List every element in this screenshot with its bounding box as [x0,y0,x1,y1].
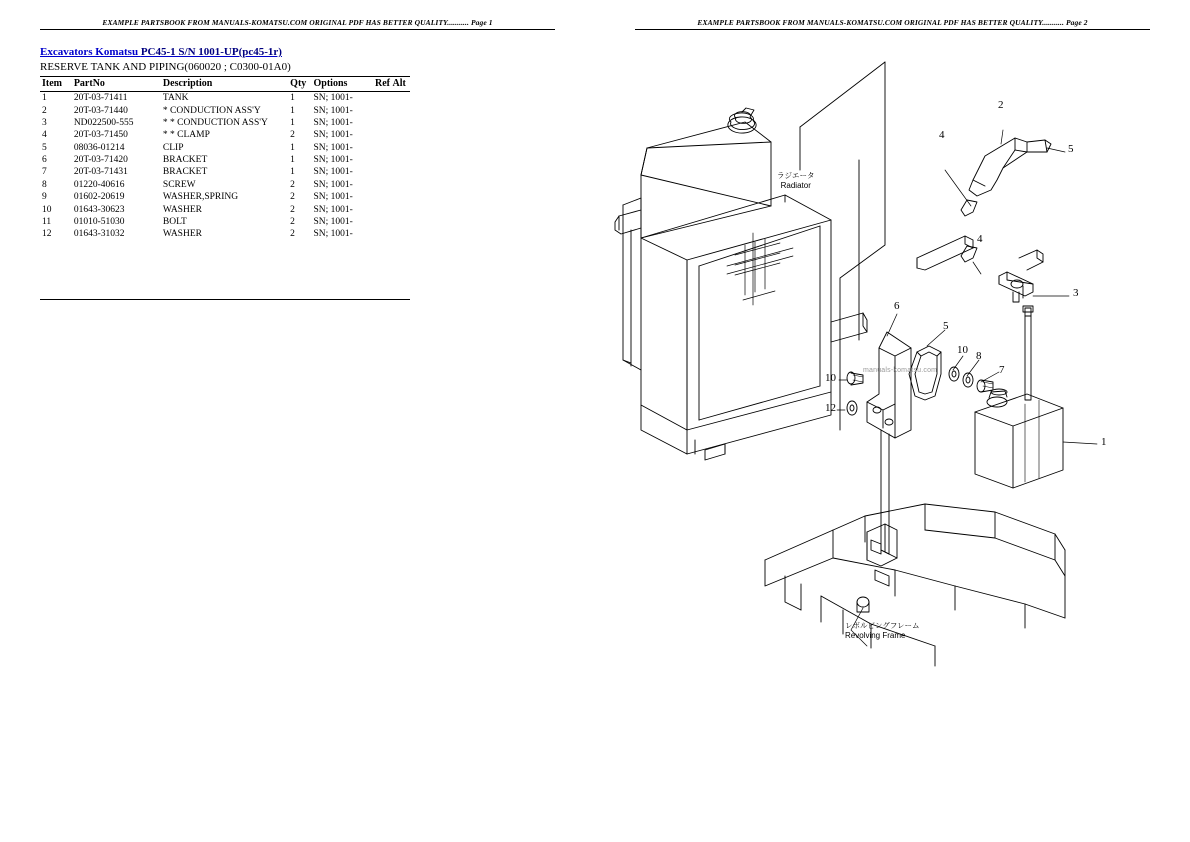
cell-options: SN; 1001- [313,229,353,240]
cell-qty: 1 [290,142,295,153]
cell-ref-alt [373,166,410,178]
table-row [40,191,410,203]
cell-partno: 01643-31032 [73,229,125,240]
exploded-parts-diagram [595,30,1190,670]
cell-description: * * CLAMP [162,130,210,141]
cell-options: SN; 1001- [313,179,353,190]
cell-item: 9 [42,192,47,203]
col-header-options: Options [312,77,374,92]
cell-partno: 01643-30623 [73,204,125,215]
cell-partno: 20T-03-71440 [73,105,128,116]
callout-2: 2 [998,99,1004,111]
cell-qty: 2 [290,216,295,227]
cell-partno: 08036-01214 [73,142,125,153]
diagram-svg [595,30,1190,670]
revolving-frame-label-en: Revolving Frame [845,630,906,640]
cell-options: SN; 1001- [313,216,353,227]
table-row [40,92,410,105]
cell-item: 3 [42,117,47,128]
cell-qty: 2 [290,179,295,190]
cell-qty: 1 [290,167,295,178]
cell-qty: 2 [290,229,295,240]
cell-description: * CONDUCTION ASS'Y [162,105,261,116]
cell-item: 1 [42,93,47,104]
col-header-partno: PartNo [72,77,161,92]
cell-options: SN; 1001- [313,167,353,178]
right-header-pagenum: Page 2 [1065,18,1088,27]
cell-qty: 1 [290,93,295,104]
cell-item: 8 [42,179,47,190]
cell-options: SN; 1001- [313,155,353,166]
parts-table [40,76,410,242]
table-row [40,228,410,242]
cell-ref-alt [373,191,410,203]
cell-partno: 20T-03-71431 [73,167,128,178]
cell-ref-alt [373,216,410,228]
callout-3: 3 [1073,287,1079,299]
cell-partno: 20T-03-71420 [73,155,128,166]
revolving-frame-label-jp: レボルビングフレーム [845,621,920,630]
table-row [40,179,410,191]
callout-5: 5 [1068,143,1074,155]
table-row [40,129,410,141]
cell-options: SN; 1001- [313,130,353,141]
cell-ref-alt [373,154,410,166]
document-title-link[interactable] [40,46,282,58]
cell-ref-alt [373,129,410,141]
left-header-text: EXAMPLE PARTSBOOK FROM MANUALS-KOMATSU.COM ORIGINAL PDF HAS BETTER QUALITY........... [102,18,469,27]
cell-ref-alt [373,104,410,116]
cell-item: 7 [42,167,47,178]
callout-4a: 4 [939,129,945,141]
callout-7: 6 [894,300,900,312]
watermark-text: manuals-komatsu.com [863,367,938,374]
cell-description: WASHER [162,204,202,215]
callout-6: 5 [943,320,949,332]
callout-9: 8 [976,350,982,362]
cell-description: CLIP [162,142,184,153]
revolving-frame-label [845,622,920,640]
col-header-qty: Qty [288,77,311,92]
left-page-header [40,18,555,30]
cell-qty: 1 [290,117,295,128]
cell-description: BOLT [162,216,187,227]
table-row [40,203,410,215]
cell-options: SN; 1001- [313,192,353,203]
callout-1: 1 [1101,436,1107,448]
cell-ref-alt [373,179,410,191]
cell-description: WASHER [162,229,202,240]
callout-12: 12 [825,402,836,414]
right-page [595,0,1190,842]
cell-description: BRACKET [162,155,208,166]
cell-description: BRACKET [162,167,208,178]
table-row [40,117,410,129]
cell-partno: 20T-03-71411 [73,93,128,104]
right-header-text: EXAMPLE PARTSBOOK FROM MANUALS-KOMATSU.COM ORIGINAL PDF HAS BETTER QUALITY........... [697,18,1064,27]
cell-ref-alt [373,92,410,105]
callout-11: 10 [825,372,836,384]
cell-ref-alt [373,228,410,242]
cell-description: WASHER,SPRING [162,192,239,203]
cell-options: SN; 1001- [313,142,353,153]
cell-options: SN; 1001- [313,105,353,116]
cell-partno: ND022500-555 [73,117,134,128]
cell-partno: 01602-20619 [73,192,125,203]
cell-qty: 2 [290,192,295,203]
cell-item: 10 [42,204,52,215]
cell-description: TANK [162,93,189,104]
cell-ref-alt [373,142,410,154]
title-prefix: Excavators Komatsu [40,46,141,58]
table-row [40,166,410,178]
radiator-label-en: Radiator [780,180,811,190]
cell-options: SN; 1001- [313,117,353,128]
section-subtitle: RESERVE TANK AND PIPING(060020 ; C0300-01A0) [40,61,291,73]
cell-partno: 01010-51030 [73,216,125,227]
cell-item: 2 [42,105,47,116]
cell-item: 5 [42,142,47,153]
table-row [40,154,410,166]
radiator-label-jp: ラジエータ [777,171,815,180]
cell-description: * * CONDUCTION ASS'Y [162,117,268,128]
col-header-description: Description [161,77,288,92]
callout-10: 10 [957,344,968,356]
table-row [40,104,410,116]
cell-item: 4 [42,130,47,141]
table-header-row [40,77,410,92]
callout-4b: 4 [977,233,983,245]
callout-8: 7 [999,364,1005,376]
cell-item: 12 [42,229,52,240]
title-model: PC45-1 S/N 1001-UP(pc45-1r) [140,46,282,58]
cell-qty: 2 [290,204,295,215]
cell-item: 6 [42,155,47,166]
left-header-pagenum: Page 1 [470,18,493,27]
cell-qty: 1 [290,105,295,116]
col-header-ref-alt: Ref Alt [373,77,410,92]
table-bottom-rule [40,299,410,300]
col-header-item: Item [40,77,72,92]
right-page-header [635,18,1150,30]
cell-qty: 1 [290,155,295,166]
cell-ref-alt [373,117,410,129]
cell-qty: 2 [290,130,295,141]
cell-options: SN; 1001- [313,93,353,104]
radiator-label [777,172,815,190]
cell-item: 11 [42,216,52,227]
cell-description: SCREW [162,179,196,190]
cell-ref-alt [373,203,410,215]
table-row [40,142,410,154]
cell-options: SN; 1001- [313,204,353,215]
cell-partno: 01220-40616 [73,179,125,190]
table-row [40,216,410,228]
cell-partno: 20T-03-71450 [73,130,128,141]
